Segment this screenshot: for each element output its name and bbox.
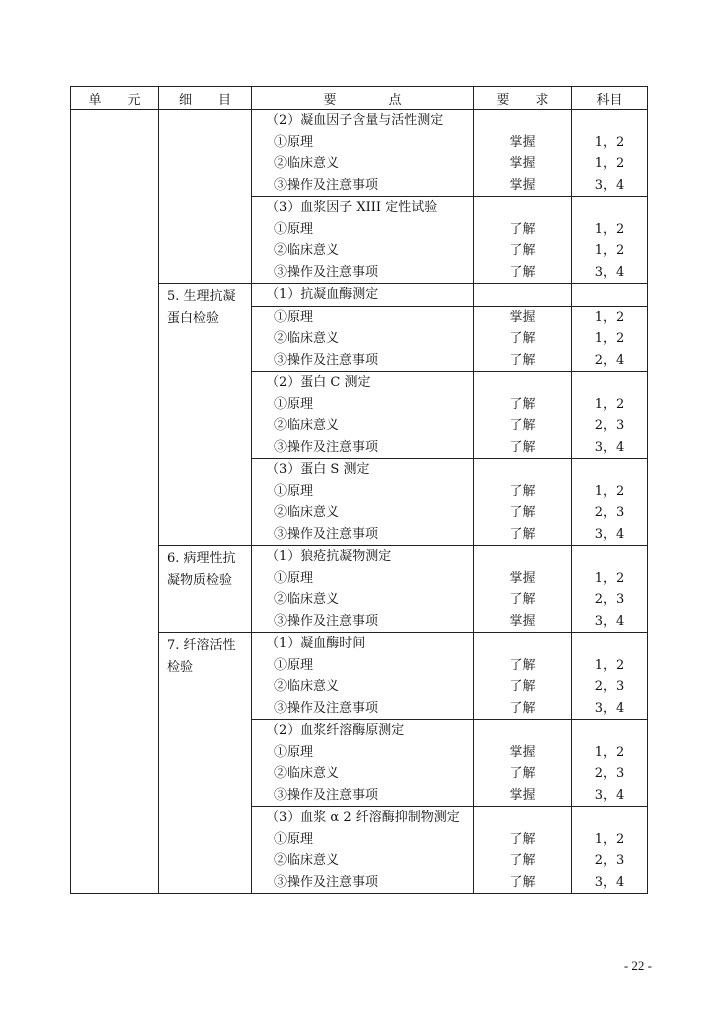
requirement-value: 掌握 [509,134,536,150]
point-item: ③操作及注意事项 [274,874,379,890]
subject-blank [572,284,647,306]
points-cell [252,546,474,633]
subject-value: 2，3 [594,766,625,781]
section-title: （2）血浆纤溶酶原测定 [266,723,405,738]
point-item: ①原理 [274,570,314,586]
point-item: ③操作及注意事项 [274,177,379,193]
unit-cell [71,110,159,894]
requirement-blank [474,546,571,568]
section-title: （1）凝血酶时间 [266,636,366,651]
requirement-blank [474,110,571,132]
requirement-cell [474,633,572,720]
requirement-value: 掌握 [509,744,536,760]
section-title: （3）血浆 α 2 纤溶酶抑制物测定 [266,810,460,825]
subject-cell [572,110,648,197]
subject-value: 3，4 [594,700,625,716]
point-item: ②临床意义 [274,679,340,694]
subject-value: 2，3 [594,418,625,433]
detail-cell [159,546,252,633]
point-item: ③操作及注意事项 [274,613,379,629]
point-item: ①原理 [274,396,314,412]
requirement-cell [474,110,572,197]
requirement-value: 了解 [509,831,536,847]
subject-value: 2，4 [594,352,625,368]
header-detail: 细 目 [159,87,252,110]
point-item: ②临床意义 [274,766,340,781]
subject-blank [572,633,647,655]
requirement-blank [474,633,571,655]
requirement-value: 了解 [509,505,536,520]
subject-value: 2，3 [594,679,625,694]
subject-value: 2，3 [594,853,625,868]
requirement-blank [474,372,571,394]
section-title: （3）血浆因子 XIII 定性试验 [266,200,438,215]
point-item: ①原理 [274,309,314,325]
point-item: ①原理 [274,134,314,150]
points-cell [252,306,474,372]
header-subject: 科目 [572,87,648,110]
requirement-cell [474,306,572,372]
requirement-blank [474,807,571,829]
header-requirement: 要 求 [474,87,572,110]
requirement-value: 了解 [509,679,536,694]
requirement-value: 了解 [509,853,536,868]
subject-cell [572,306,648,372]
point-item: ①原理 [274,657,314,673]
point-item: ②临床意义 [274,331,340,346]
subject-blank [572,807,647,829]
table-row [71,110,648,197]
subject-value: 1，2 [594,331,625,346]
requirement-value: 了解 [509,700,536,716]
requirement-cell [474,459,572,546]
header-unit: 单 元 [71,87,159,110]
requirement-value: 了解 [509,657,536,673]
subject-value: 2，3 [594,505,625,520]
requirement-value: 了解 [509,352,536,368]
requirement-value: 掌握 [509,787,536,803]
requirement-value: 了解 [509,874,536,890]
requirement-value: 了解 [509,221,536,237]
point-item: ①原理 [274,483,314,499]
point-item: ①原理 [274,831,314,847]
subject-value: 1，2 [594,483,625,499]
subject-value: 2，3 [594,592,625,607]
point-item: ②临床意义 [274,243,340,258]
requirement-value: 掌握 [509,613,536,629]
subject-value: 1，2 [594,243,625,258]
point-item: ②临床意义 [274,853,340,868]
point-item: ③操作及注意事项 [274,264,379,280]
subject-cell [572,459,648,546]
section-title: （3）蛋白 S 测定 [266,462,370,477]
table-header-row [71,87,648,110]
points-cell [252,284,474,307]
detail-line: 凝物质检验 [167,573,233,588]
point-item: ③操作及注意事项 [274,700,379,716]
subject-value: 1，2 [594,396,625,412]
requirement-value: 掌握 [509,177,536,193]
section-title: （1）狼疮抗凝物测定 [266,549,392,564]
point-item: ①原理 [274,221,314,237]
requirement-cell [474,284,572,307]
detail-cell [159,284,252,546]
detail-cell [159,633,252,894]
subject-cell [572,197,648,284]
requirement-value: 掌握 [509,156,536,171]
subject-blank [572,720,647,742]
subject-value: 3，4 [594,613,625,629]
subject-value: 1，2 [594,221,625,237]
section-title: （2）凝血因子含量与活性测定 [266,113,444,128]
requirement-value: 了解 [509,766,536,781]
points-cell [252,633,474,720]
subject-value: 1，2 [594,570,625,586]
points-cell [252,459,474,546]
section-title: （2）蛋白 C 测定 [266,375,371,390]
detail-line: 检验 [167,660,194,675]
subject-cell [572,633,648,720]
requirement-cell [474,197,572,284]
subject-value: 3，4 [594,264,625,280]
requirement-value: 了解 [509,483,536,499]
requirement-cell [474,546,572,633]
requirement-blank [474,459,571,481]
subject-value: 1，2 [594,309,625,325]
subject-blank [572,110,647,132]
subject-value: 1，2 [594,744,625,760]
subject-value: 1，2 [594,831,625,847]
section-title: （1）抗凝血酶测定 [266,287,379,302]
requirement-cell [474,720,572,807]
subject-value: 1，2 [594,156,625,171]
requirement-blank [474,197,571,219]
detail-line: 6. 病理性抗 [167,551,236,566]
point-item: ③操作及注意事项 [274,526,379,542]
subject-cell [572,372,648,459]
points-cell [252,197,474,284]
point-item: ③操作及注意事项 [274,352,379,368]
requirement-value: 了解 [509,439,536,455]
requirement-blank [474,720,571,742]
point-item: ③操作及注意事项 [274,787,379,803]
subject-blank [572,372,647,394]
header-points: 要 点 [252,87,474,110]
point-item: ①原理 [274,744,314,760]
requirement-value: 了解 [509,264,536,280]
requirement-cell [474,807,572,894]
detail-line: 5. 生理抗凝 [167,289,236,304]
page-number: - 22 - [623,958,652,973]
subject-cell [572,807,648,894]
subject-value: 3，4 [594,874,625,890]
subject-value: 3，4 [594,439,625,455]
requirement-value: 了解 [509,396,536,412]
subject-blank [572,546,647,568]
requirement-value: 了解 [509,526,536,542]
subject-cell [572,720,648,807]
point-item: ②临床意义 [274,418,340,433]
subject-value: 1，2 [594,657,625,673]
subject-value: 3，4 [594,177,625,193]
point-item: ②临床意义 [274,156,340,171]
subject-cell [572,546,648,633]
point-item: ②临床意义 [274,592,340,607]
requirement-value: 掌握 [509,309,536,325]
detail-line: 蛋白检验 [167,311,220,326]
requirement-value: 了解 [509,418,536,433]
requirement-value: 掌握 [509,570,536,586]
point-item: ③操作及注意事项 [274,439,379,455]
points-cell [252,372,474,459]
detail-cell [159,110,252,284]
subject-value: 3，4 [594,787,625,803]
points-cell [252,720,474,807]
subject-value: 1，2 [594,134,625,150]
points-cell [252,807,474,894]
requirement-value: 了解 [509,592,536,607]
point-item: ②临床意义 [274,505,340,520]
syllabus-table [70,86,648,894]
detail-line: 7. 纤溶活性 [167,638,236,653]
requirement-blank [474,284,571,306]
requirement-value: 了解 [509,331,536,346]
points-cell [252,110,474,197]
table-body [71,110,648,894]
requirement-value: 了解 [509,243,536,258]
subject-blank [572,197,647,219]
subject-blank [572,459,647,481]
requirement-cell [474,372,572,459]
subject-value: 3，4 [594,526,625,542]
subject-cell [572,284,648,307]
